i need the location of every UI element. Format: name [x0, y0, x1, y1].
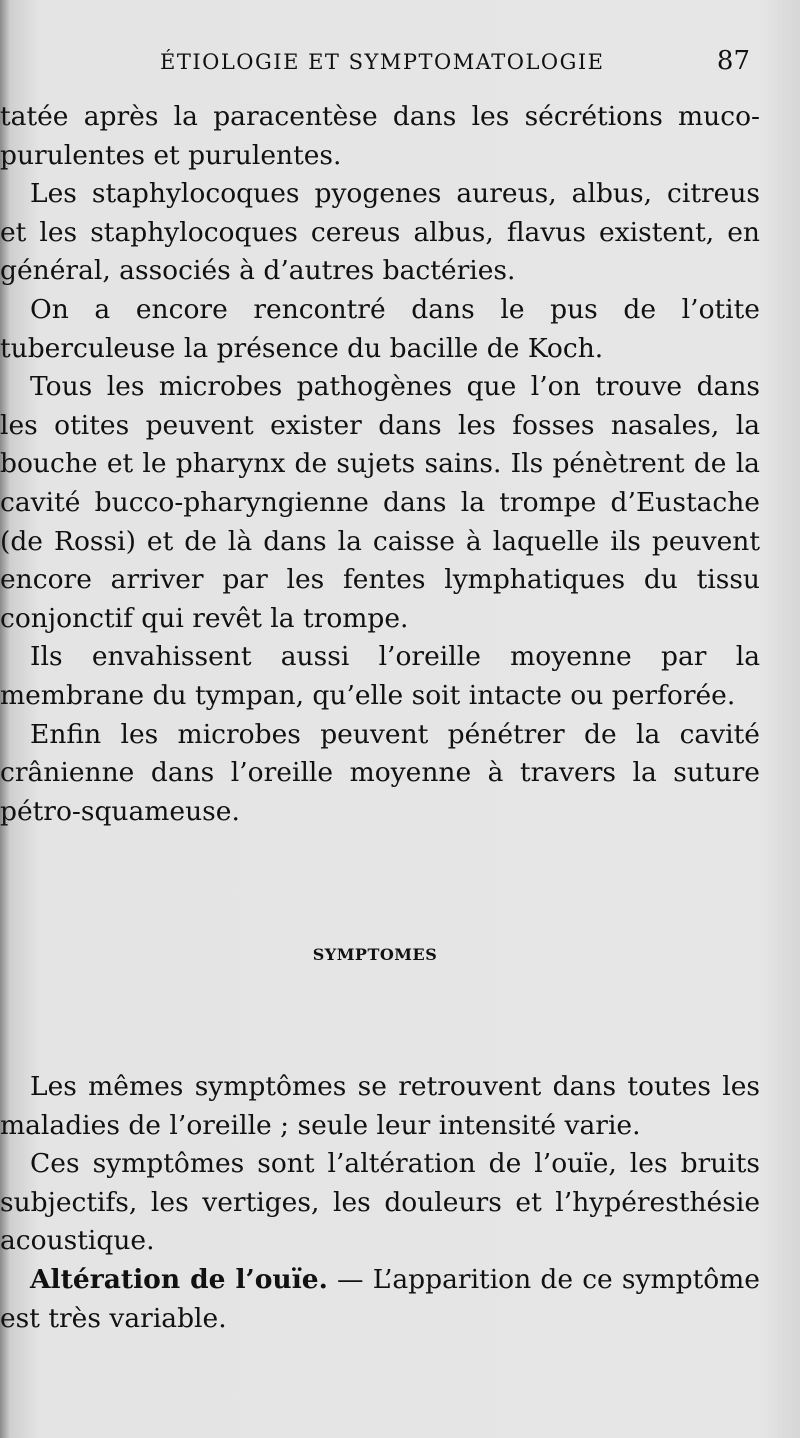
paragraph: Enfin les microbes peuvent pénétrer de la cavité crânienne dans l’oreille moyenne à travers la suture pétro-squameuse. — [0, 718, 760, 827]
paragraph: Les staphylocoques pyogenes aureus, albus, citreus et les staphylocoques cereus albus, flavus existent, en général, associés à d’autres bactéries. — [0, 178, 760, 287]
paragraph: Les mêmes symptômes se retrouvent dans toutes les maladies de l’oreille ; seule leur intensité varie. — [0, 1071, 760, 1141]
paragraph — [0, 1261, 760, 1338]
page-header — [0, 44, 800, 84]
paragraph: Ces symptômes sont l’altération de l’ouïe, les bruits subjectifs, les vertiges, les douleurs et l’hypéresthésie acoustique. — [0, 1148, 760, 1257]
bold-term: Altération de l’ouïe. — [30, 1263, 328, 1295]
paragraph: Ils envahissent aussi l’oreille moyenne par la membrane du tympan, qu’elle soit intacte ou perforée. — [0, 641, 760, 711]
running-title: ÉTIOLOGIE ET SYMPTOMATOLOGIE — [160, 50, 605, 74]
paragraph: tatée après la paracentèse dans les sécrétions muco-purulentes et purulentes. — [0, 101, 760, 171]
page-number: 87 — [716, 46, 750, 76]
paragraph: Tous les microbes pathogènes que l’on trouve dans les otites peuvent exister dans les fosses nasales, la bouche et le pharynx de sujets sains. Ils pénètrent de la cavité bucco-pharyngienne dans la trompe d’Eustache (de Rossi) et de là dans la caisse à laquelle ils peuvent encore arriver par les fentes lymphatiques du tissu conjonctif qui revêt la trompe. — [0, 371, 760, 634]
paragraph-text: — L’apparition de ce symptôme est très variable. — [0, 1263, 760, 1334]
section-heading: SYMPTOMES — [312, 945, 438, 964]
text-block-etiology — [0, 98, 760, 831]
paragraph: On a encore rencontré dans le pus de l’otite tuberculeuse la présence du bacille de Koch. — [0, 293, 760, 364]
text-block-symptoms — [0, 1068, 760, 1338]
